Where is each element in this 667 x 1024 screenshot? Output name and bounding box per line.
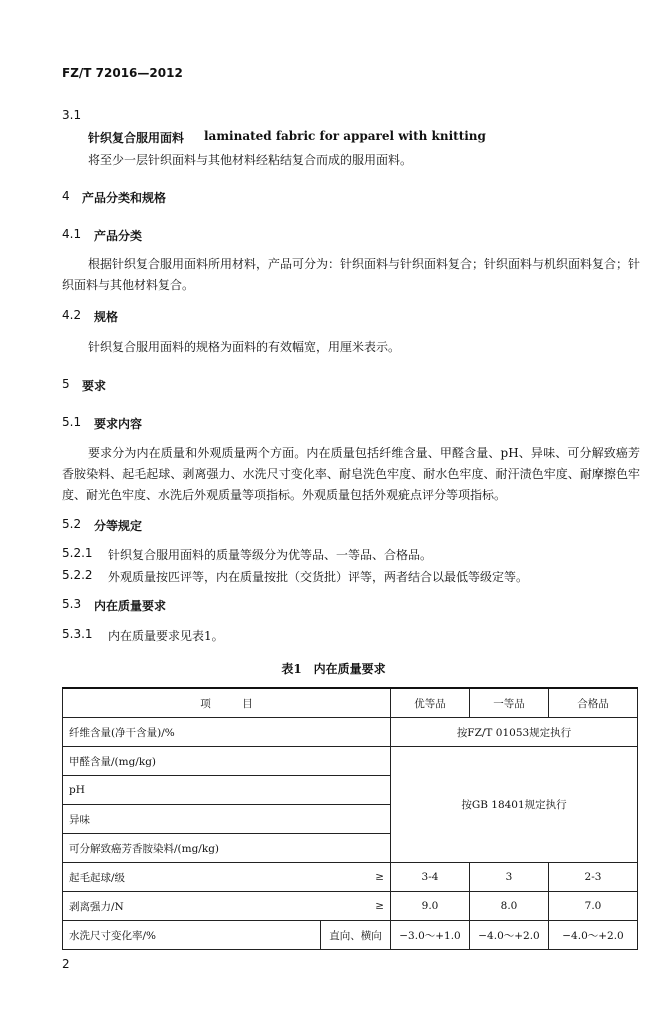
row-direction-wash: 直向、横向 [321,921,391,950]
clause-text-4-1: 根据针织复合服用面料所用材料，产品可分为：针织面料与针织面料复合；针织面料与机织面料复合；针织面料与其他材料复合。 [62,257,641,292]
table-row [63,747,638,776]
row-label-peel: 剥离强力/N [63,892,321,921]
page-number: 2 [62,957,70,971]
clause-number-4-2: 4.2 [62,308,82,322]
clause-text-5-2-1: 针织复合服用面料的质量等级分为优等品、一等品、合格品。 [108,548,433,562]
peel-first: 8.0 [470,892,549,921]
clause-title-4-1: 产品分类 [94,229,143,243]
peel-superior: 9.0 [391,892,470,921]
clause-number-4: 4 [62,189,70,203]
term-chinese: 针织复合服用面料 [88,131,185,145]
row-label-fiber: 纤维含量(净干含量)/% [63,718,391,747]
clause-title-4: 产品分类和规格 [82,191,167,205]
row-value-fiber: 按FZ/T 01053规定执行 [391,718,638,747]
pilling-first: 3 [470,863,549,892]
clause-title-4-2: 规格 [94,310,119,324]
header-grade-qualified: 合格品 [549,688,638,718]
clause-number-3-1: 3.1 [62,108,82,122]
clause-text-4-2: 针织复合服用面料的规格为面料的有效幅宽，用厘米表示。 [88,340,401,354]
clause-number-5-2: 5.2 [62,517,82,531]
clause-number-5: 5 [62,377,70,391]
wash-qualified: −4.0～+2.0 [549,921,638,950]
row-label-pilling: 起毛起球/级 [63,863,321,892]
term-english: laminated fabric for apparel with knitting [204,129,486,143]
clause-text-5-1: 要求分为内在质量和外观质量两个方面。内在质量包括纤维含量、甲醛含量、pH、异味、可分解致癌芳香胺染料、起毛起球、剥离强力、水洗尺寸变化率、耐皂洗色牢度、耐水色牢度、耐汗渍色牢度、耐摩擦色牢度、耐光色牢度、水洗后外观质量等项指标。外观质量包括外观疵点评分等项指标。 [62,446,640,502]
term-definition: 将至少一层针织面料与其他材料经粘结复合而成的服用面料。 [88,153,413,167]
row-label-odor: 异味 [63,805,391,834]
clause-title-5: 要求 [82,379,107,393]
row-operator-peel: ≥ [321,892,391,921]
row-label-formaldehyde: 甲醛含量/(mg/kg) [63,747,391,776]
clause-title-5-1: 要求内容 [94,417,143,431]
wash-superior: −3.0～+1.0 [391,921,470,950]
clause-number-5-3-1: 5.3.1 [62,627,93,641]
header-item: 项 目 [63,688,391,718]
table-caption: 表1 内在质量要求 [281,662,386,676]
clause-number-5-2-2: 5.2.2 [62,568,93,582]
clause-number-5-3: 5.3 [62,597,82,611]
row-operator-pilling: ≥ [321,863,391,892]
header-grade-first: 一等品 [470,688,549,718]
quality-requirements-table [62,687,638,950]
table-row [63,892,638,921]
clause-title-5-2: 分等规定 [94,519,143,533]
clause-text-5-3-1: 内在质量要求见表1。 [108,629,224,643]
row-label-wash: 水洗尺寸变化率/% [63,921,321,950]
clause-text-5-2-2: 外观质量按匹评等，内在质量按批（交货批）评等，两者结合以最低等级定等。 [108,570,529,584]
table-row [63,921,638,950]
header-grade-superior: 优等品 [391,688,470,718]
row-label-azo-dyes: 可分解致癌芳香胺染料/(mg/kg) [63,834,391,863]
clause-title-5-3: 内在质量要求 [94,599,167,613]
wash-first: −4.0～+2.0 [470,921,549,950]
table-header-row [63,688,638,718]
table-row [63,718,638,747]
clause-number-5-2-1: 5.2.1 [62,546,93,560]
clause-number-4-1: 4.1 [62,227,82,241]
clause-number-5-1: 5.1 [62,415,82,429]
pilling-superior: 3-4 [391,863,470,892]
standard-code: FZ/T 72016—2012 [62,66,183,80]
row-label-ph: pH [63,776,391,805]
peel-qualified: 7.0 [549,892,638,921]
table-row [63,863,638,892]
row-value-gb18401: 按GB 18401规定执行 [391,747,638,863]
pilling-qualified: 2-3 [549,863,638,892]
